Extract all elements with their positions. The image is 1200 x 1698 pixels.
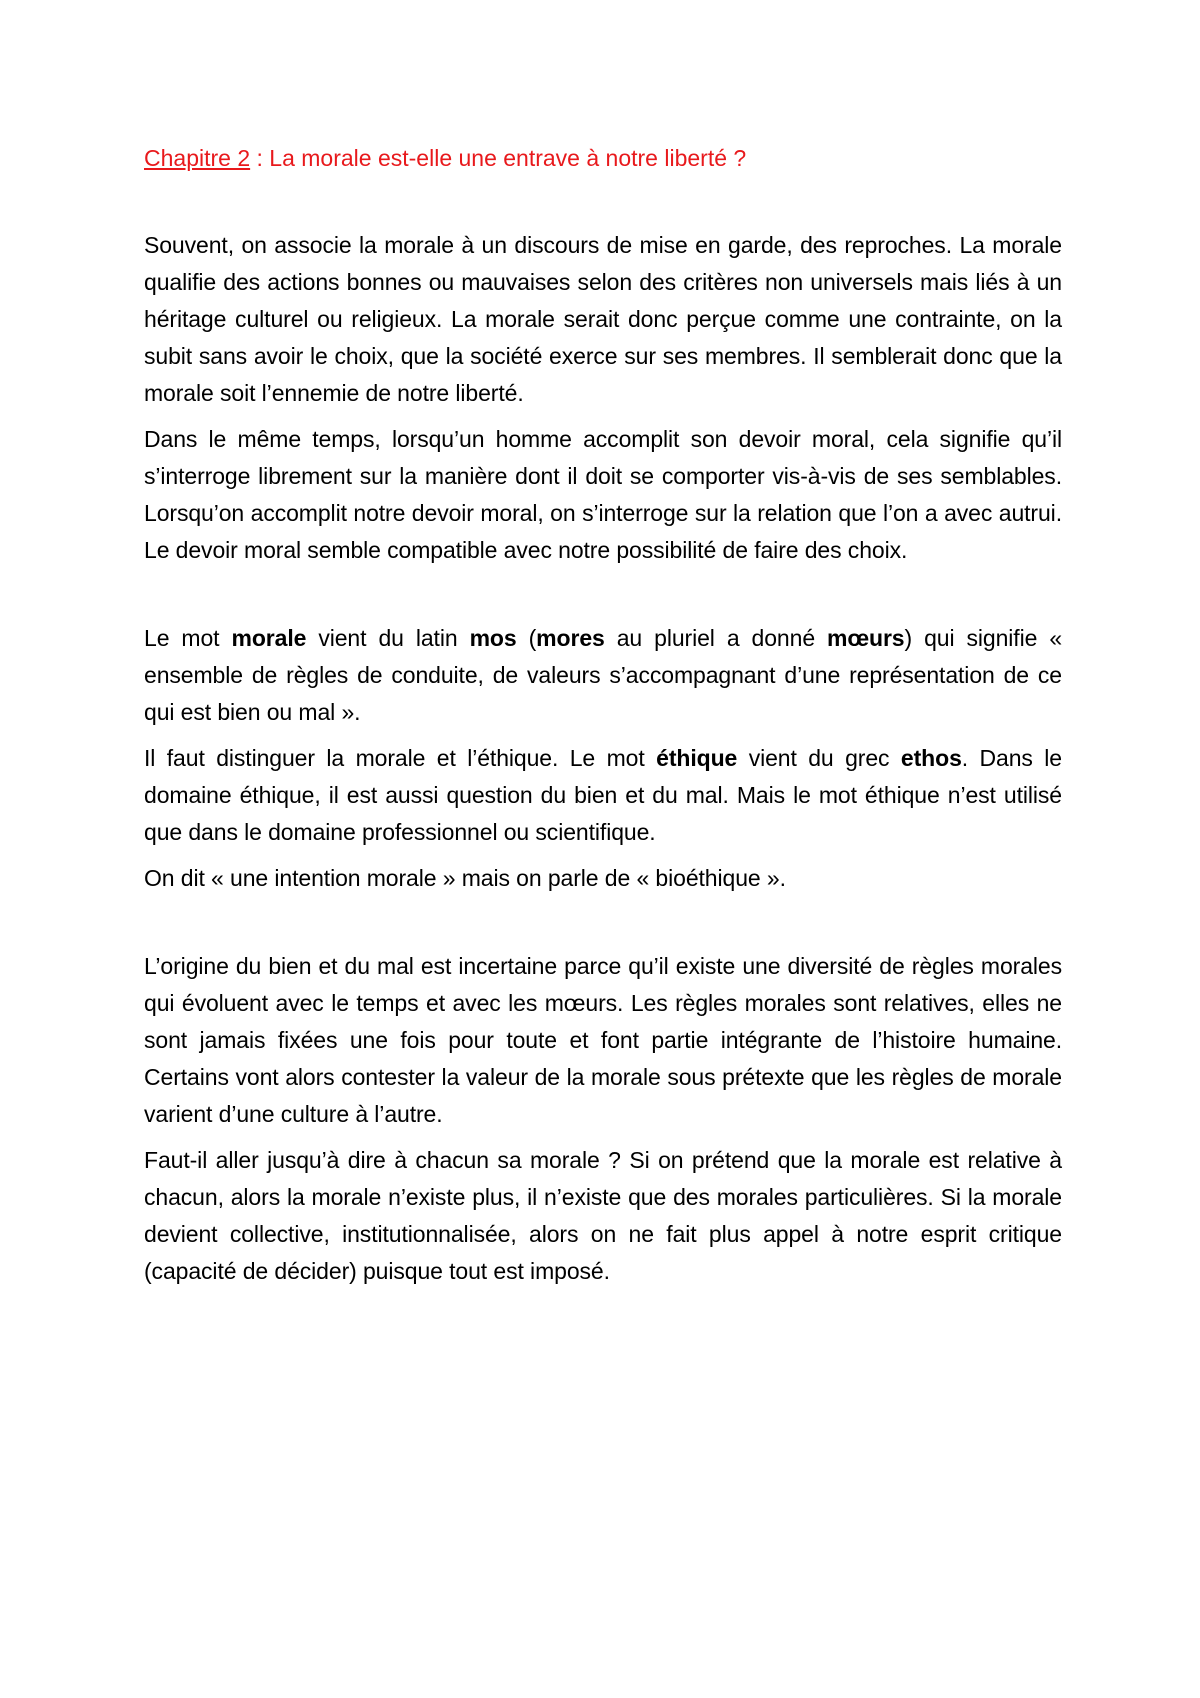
text-run: Le mot bbox=[144, 625, 232, 651]
paragraph-2: Dans le même temps, lorsqu’un homme accomplit son devoir moral, cela signifie qu’il s’interroge librement sur la manière dont il doit se comporter vis-à-vis de ses semblables. Lorsqu’on accomplit notre devoir moral, on s’interroge sur la relation que l’on a avec autrui. Le devoir moral semble compatible avec notre possibilité de faire des choix. bbox=[144, 426, 1062, 563]
term-morale: morale bbox=[231, 625, 307, 651]
paragraph-spacer bbox=[144, 906, 1062, 948]
term-ethique: éthique bbox=[656, 745, 738, 771]
paragraph-5: On dit « une intention morale » mais on parle de « bioéthique ». bbox=[144, 865, 786, 891]
paragraph-4 bbox=[144, 740, 1062, 851]
chapter-heading: : La morale est-elle une entrave à notre liberté ? bbox=[250, 145, 747, 171]
text-run: ( bbox=[516, 625, 537, 651]
chapter-title bbox=[144, 140, 1062, 177]
term-ethos: ethos bbox=[900, 745, 962, 771]
text-run: vient du latin bbox=[306, 625, 470, 651]
paragraph-6: L’origine du bien et du mal est incertaine parce qu’il existe une diversité de règles morales qui évoluent avec le temps et avec les mœurs. Les règles morales sont relatives, elles ne sont jamais fixées une fois pour toute et font partie intégrante de l’histoire humaine. Certains vont alors contester la valeur de la morale sous prétexte que les règles de morale varient d’une culture à l’autre. bbox=[144, 953, 1062, 1127]
chapter-number: Chapitre 2 bbox=[144, 145, 251, 171]
paragraph-spacer bbox=[144, 578, 1062, 620]
term-moeurs: mœurs bbox=[827, 625, 905, 651]
text-run: Il faut distinguer la morale et l’éthique. Le mot bbox=[144, 745, 657, 771]
text-run: . Dans le domaine éthique, il est aussi question du bien et du mal. Mais le mot éthique n’est utilisé que dans le domaine professionnel ou scientifique. bbox=[144, 745, 1062, 845]
term-mores: mores bbox=[536, 625, 605, 651]
paragraph-7: Faut-il aller jusqu’à dire à chacun sa morale ? Si on prétend que la morale est relative à chacun, alors la morale n’existe plus, il n’existe que des morales particulières. Si la morale devient collective, institutionnalisée, alors on ne fait plus appel à notre esprit critique (capacité de décider) puisque tout est imposé. bbox=[144, 1147, 1062, 1284]
text-run: au pluriel a donné bbox=[604, 625, 828, 651]
text-run: ) qui signifie « ensemble de règles de conduite, de valeurs s’accompagnant d’une représentation de ce qui est bien ou mal ». bbox=[144, 625, 1063, 725]
text-run: vient du grec bbox=[737, 745, 901, 771]
document-page bbox=[144, 140, 1062, 1299]
paragraph-1: Souvent, on associe la morale à un discours de mise en garde, des reproches. La morale qualifie des actions bonnes ou mauvaises selon des critères non universels mais liés à un héritage culturel ou religieux. La morale serait donc perçue comme une contrainte, on la subit sans avoir le choix, que la société exerce sur ses membres. Il semblerait donc que la morale soit l’ennemie de notre liberté. bbox=[144, 232, 1062, 406]
term-mos: mos bbox=[469, 625, 517, 651]
paragraph-3 bbox=[144, 620, 1062, 731]
